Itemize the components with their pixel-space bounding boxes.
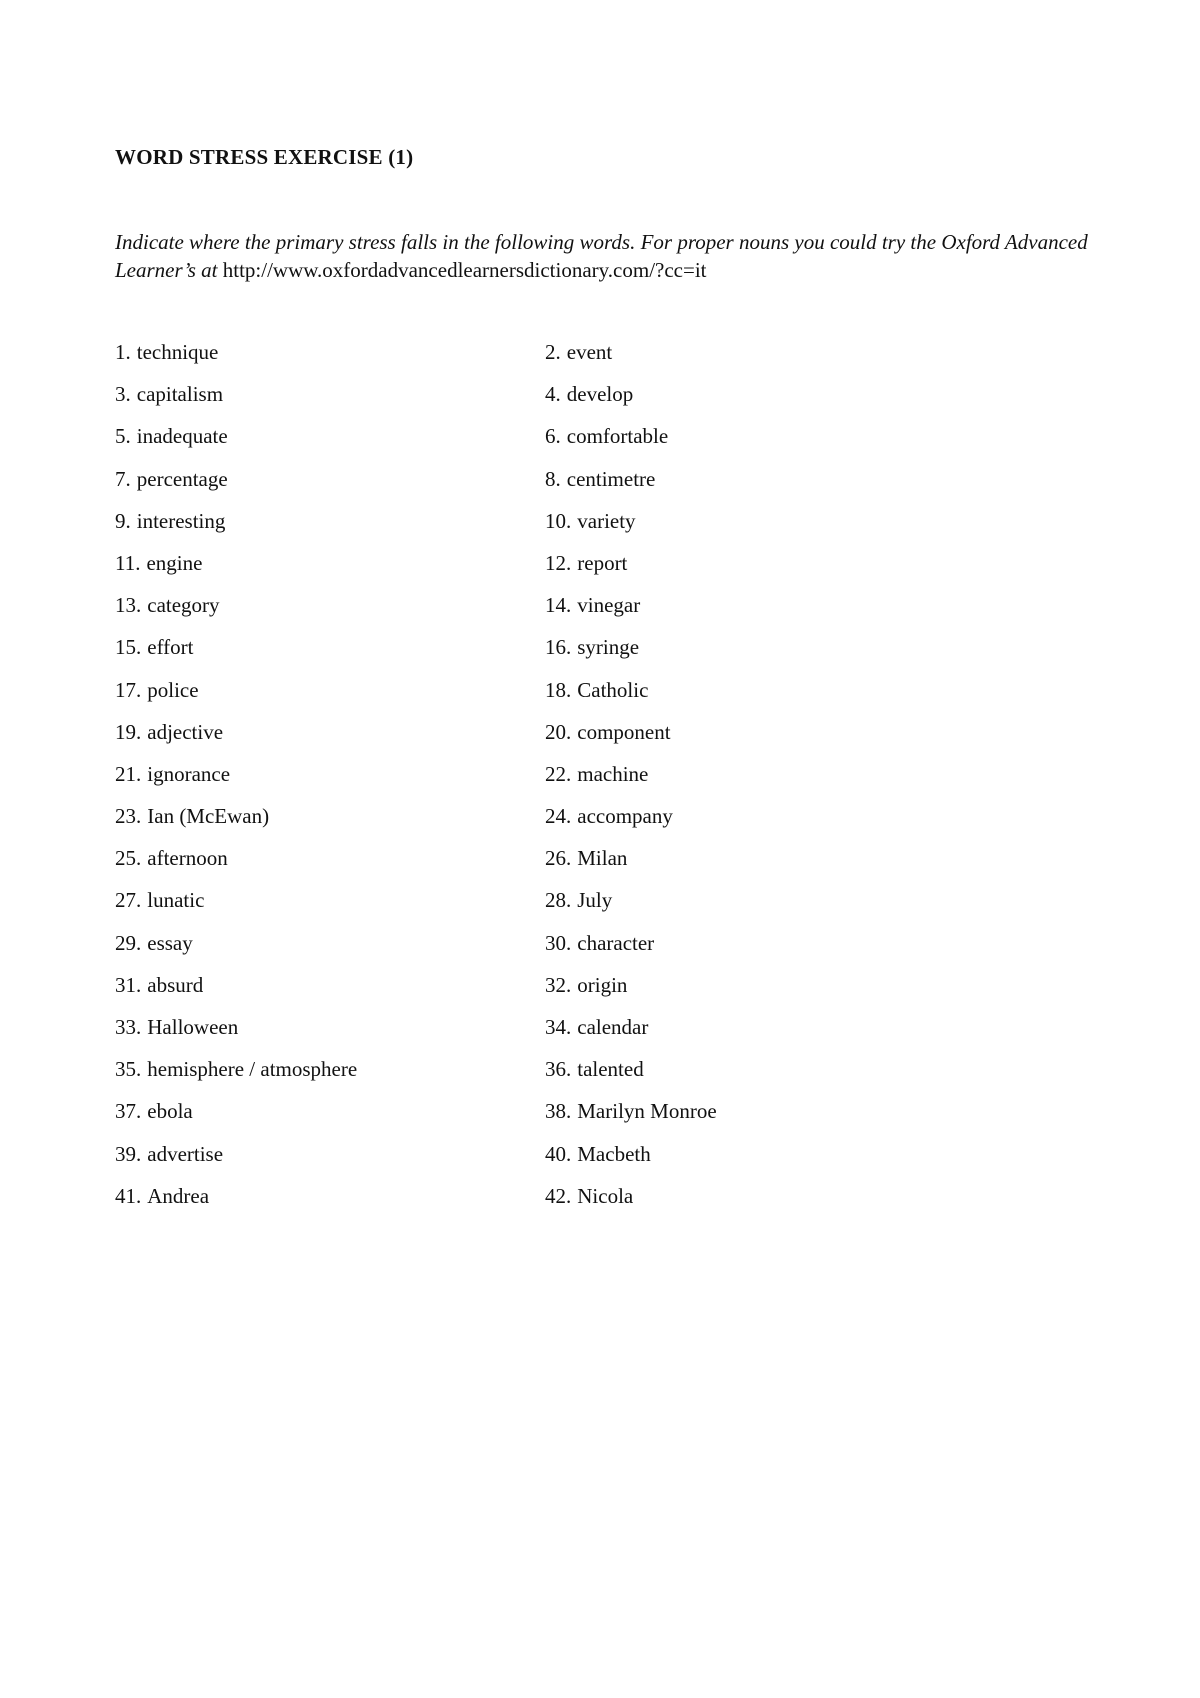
item-number: 42. — [545, 1183, 572, 1208]
list-item — [115, 382, 545, 424]
item-word: police — [147, 677, 199, 702]
item-number: 34. — [545, 1015, 572, 1039]
list-item — [545, 551, 1015, 593]
item-word: lunatic — [147, 888, 205, 913]
item-word: capitalism — [136, 382, 224, 407]
list-item — [115, 1015, 545, 1057]
item-number: 8. — [545, 466, 561, 491]
item-word: calendar — [577, 1015, 649, 1039]
item-number: 30. — [545, 930, 572, 955]
list-item — [545, 678, 1015, 720]
item-word: effort — [147, 635, 194, 660]
list-item — [545, 593, 1015, 635]
list-item — [115, 720, 545, 762]
item-word: Ian (McEwan) — [147, 804, 270, 829]
item-word: Marilyn Monroe — [577, 1099, 717, 1124]
item-number: 29. — [115, 930, 142, 955]
list-item — [545, 1099, 1015, 1141]
item-number: 21. — [115, 761, 142, 786]
item-number: 9. — [115, 508, 131, 533]
item-number: 31. — [115, 972, 142, 997]
list-item — [115, 804, 545, 846]
list-item — [545, 340, 1015, 382]
item-word: syringe — [577, 635, 640, 660]
item-number: 3. — [115, 382, 131, 407]
item-word: Catholic — [577, 677, 649, 702]
item-word: accompany — [577, 804, 673, 829]
list-item — [115, 1099, 545, 1141]
item-number: 6. — [545, 424, 561, 449]
item-word: adjective — [147, 719, 224, 744]
item-number: 28. — [545, 888, 572, 913]
list-item — [545, 1015, 1015, 1057]
item-word: character — [577, 930, 655, 955]
list-item — [545, 762, 1015, 804]
item-number: 20. — [545, 719, 572, 744]
item-word: machine — [577, 761, 649, 786]
item-word: Milan — [577, 846, 628, 871]
list-item — [115, 678, 545, 720]
list-item — [115, 1057, 545, 1099]
item-number: 19. — [115, 719, 142, 744]
item-word: essay — [147, 930, 193, 955]
list-item — [115, 467, 545, 509]
item-word: engine — [146, 550, 203, 575]
item-number: 13. — [115, 593, 142, 618]
item-word: develop — [566, 382, 634, 407]
item-word: Nicola — [577, 1183, 634, 1208]
list-item — [115, 1184, 545, 1226]
item-number: 7. — [115, 466, 131, 491]
item-number: 1. — [115, 340, 131, 364]
item-word: interesting — [136, 508, 226, 533]
item-word: variety — [577, 508, 636, 533]
item-word: ignorance — [147, 761, 231, 786]
item-word: event — [566, 340, 613, 364]
item-number: 4. — [545, 382, 561, 407]
item-word: hemisphere / atmosphere — [147, 1057, 358, 1082]
item-word: Andrea — [147, 1183, 210, 1208]
list-item — [115, 846, 545, 888]
item-word: July — [577, 888, 613, 913]
item-word: advertise — [147, 1141, 224, 1166]
item-number: 26. — [545, 846, 572, 871]
list-item — [115, 931, 545, 973]
instructions-text: Indicate where the primary stress falls in the following words. For proper nouns you could try the Oxford Advanced Learner’s at — [115, 230, 1088, 282]
list-item — [115, 762, 545, 804]
list-item — [545, 467, 1015, 509]
list-item — [115, 593, 545, 635]
list-item — [115, 424, 545, 466]
item-number: 5. — [115, 424, 131, 449]
list-item — [115, 551, 545, 593]
list-item — [545, 635, 1015, 677]
item-number: 38. — [545, 1099, 572, 1124]
item-number: 35. — [115, 1057, 142, 1082]
item-word: ebola — [147, 1099, 193, 1124]
list-item — [545, 424, 1015, 466]
list-item — [545, 846, 1015, 888]
list-item — [545, 1184, 1015, 1226]
item-word: vinegar — [577, 593, 641, 618]
item-word: absurd — [147, 972, 204, 997]
word-list — [115, 340, 1015, 1226]
item-word: report — [577, 550, 628, 575]
item-number: 41. — [115, 1183, 142, 1208]
list-item — [545, 1142, 1015, 1184]
item-number: 37. — [115, 1099, 142, 1124]
list-item — [545, 888, 1015, 930]
list-item — [115, 888, 545, 930]
item-word: Halloween — [147, 1015, 239, 1039]
list-item — [115, 340, 545, 382]
list-item — [545, 973, 1015, 1015]
item-number: 15. — [115, 635, 142, 660]
list-item — [545, 804, 1015, 846]
item-number: 2. — [545, 340, 561, 364]
item-number: 18. — [545, 677, 572, 702]
item-word: inadequate — [136, 424, 228, 449]
list-item — [115, 509, 545, 551]
item-word: origin — [577, 972, 628, 997]
list-item — [115, 973, 545, 1015]
item-word: talented — [577, 1057, 644, 1082]
item-word: centimetre — [566, 466, 656, 491]
list-item — [115, 1142, 545, 1184]
list-item — [545, 931, 1015, 973]
item-number: 27. — [115, 888, 142, 913]
list-item — [545, 382, 1015, 424]
item-number: 36. — [545, 1057, 572, 1082]
item-word: category — [147, 593, 220, 618]
item-word: Macbeth — [577, 1141, 651, 1166]
item-word: afternoon — [147, 846, 228, 871]
instructions-paragraph — [115, 228, 1105, 284]
item-number: 16. — [545, 635, 572, 660]
item-number: 40. — [545, 1141, 572, 1166]
item-number: 11. — [115, 550, 141, 575]
list-item — [545, 720, 1015, 762]
item-number: 23. — [115, 804, 142, 829]
item-word: component — [577, 719, 671, 744]
item-number: 24. — [545, 804, 572, 829]
item-number: 12. — [545, 550, 572, 575]
item-word: percentage — [136, 466, 228, 491]
dictionary-url: http://www.oxfordadvancedlearnersdictionary.com/?cc=it — [222, 258, 707, 282]
page-title: WORD STRESS EXERCISE (1) — [115, 145, 414, 169]
item-number: 33. — [115, 1015, 142, 1039]
list-item — [545, 509, 1015, 551]
item-number: 25. — [115, 846, 142, 871]
item-number: 17. — [115, 677, 142, 702]
item-number: 32. — [545, 972, 572, 997]
item-word: comfortable — [566, 424, 669, 449]
list-item — [115, 635, 545, 677]
item-word: technique — [136, 340, 219, 364]
item-number: 39. — [115, 1141, 142, 1166]
list-item — [545, 1057, 1015, 1099]
item-number: 10. — [545, 508, 572, 533]
item-number: 22. — [545, 761, 572, 786]
item-number: 14. — [545, 593, 572, 618]
